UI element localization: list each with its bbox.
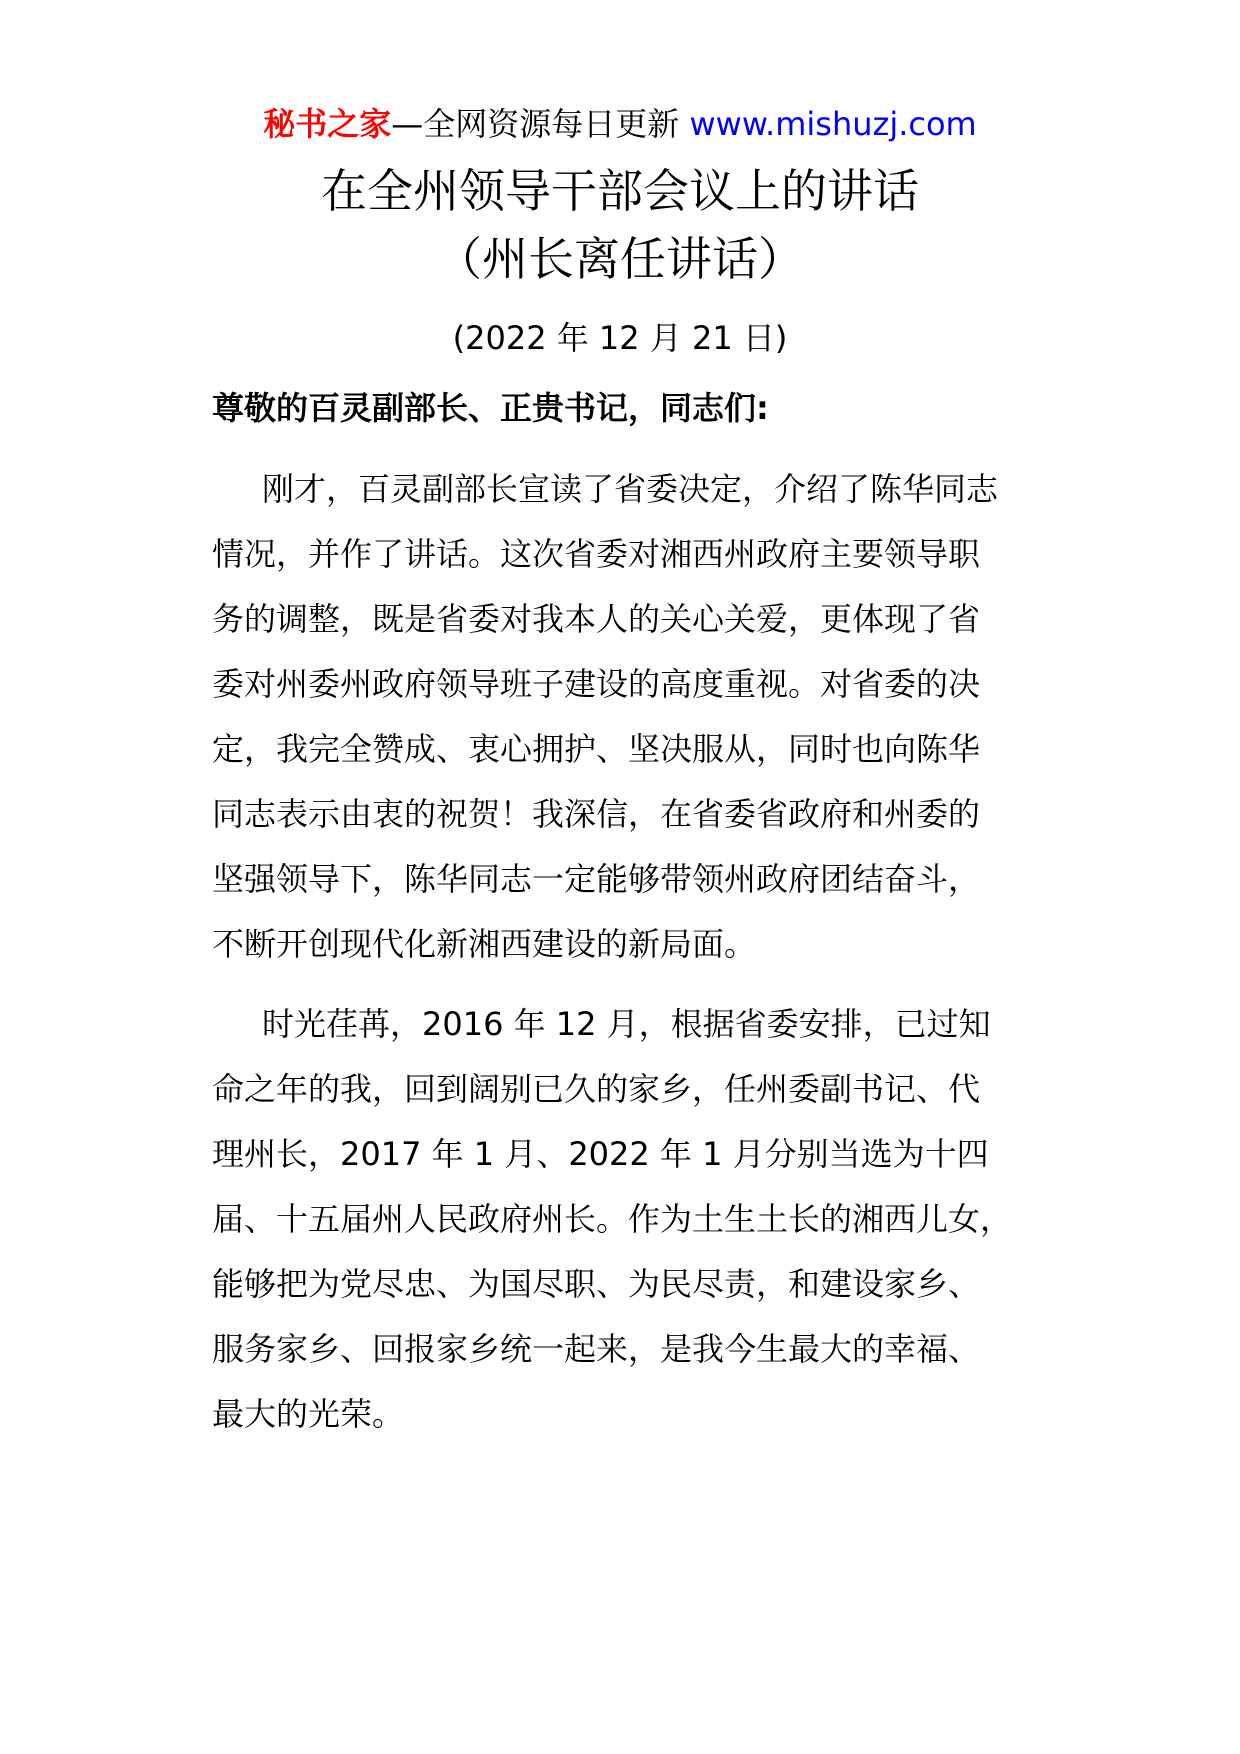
paragraph-line: 届、十五届州人民政府州长。作为土生土长的湘西儿女， <box>212 1200 1013 1238</box>
paragraph-line: 刚才，百灵副部长宣读了省委决定，介绍了陈华同志 <box>262 470 999 508</box>
paragraph-line: 坚强领导下，陈华同志一定能够带领州政府团结奋斗， <box>212 860 981 898</box>
paragraph-line: 最大的光荣。 <box>212 1395 405 1433</box>
paragraph-line: 命之年的我，回到阔别已久的家乡，任州委副书记、代 <box>212 1070 981 1108</box>
paragraph-line: 情况，并作了讲话。这次省委对湘西州政府主要领导职 <box>212 535 981 573</box>
paragraph-line: 不断开创现代化新湘西建设的新局面。 <box>212 925 757 963</box>
paragraph-line: 理州长，2017 年 1 月、2022 年 1 月分别当选为十四 <box>212 1135 989 1173</box>
paragraph-line: 委对州委州政府领导班子建设的高度重视。对省委的决 <box>212 665 981 703</box>
site-header <box>0 104 1240 144</box>
paragraph-line: 能够把为党尽忠、为国尽职、为民尽责，和建设家乡、 <box>212 1265 981 1303</box>
paragraph-line: 定，我完全赞成、衷心拥护、坚决服从，同时也向陈华 <box>212 730 981 768</box>
header-url-link[interactable]: www.mishuzj.com <box>689 105 977 143</box>
salutation: 尊敬的百灵副部长、正贵书记，同志们: <box>212 389 769 427</box>
paragraph-line: 同志表示由衷的祝贺！我深信，在省委省政府和州委的 <box>212 795 981 833</box>
paragraph-line: 务的调整，既是省委对我本人的关心关爱，更体现了省 <box>212 600 981 638</box>
paragraph-2 <box>212 992 1062 1447</box>
paragraph-line: 时光荏苒，2016 年 12 月，根据省委安排，已过知 <box>262 1005 991 1043</box>
header-slogan: —全网资源每日更新 <box>391 105 680 143</box>
header-brand: 秘书之家 <box>263 105 392 143</box>
paragraph-1 <box>212 457 1062 977</box>
speech-date: (2022 年 12 月 21 日) <box>452 319 788 357</box>
paragraph-line: 服务家乡、回报家乡统一起来，是我今生最大的幸福、 <box>212 1330 981 1368</box>
document-title: 在全州领导干部会议上的讲话 <box>321 164 919 218</box>
document-subtitle: （州长离任讲话） <box>436 232 804 286</box>
